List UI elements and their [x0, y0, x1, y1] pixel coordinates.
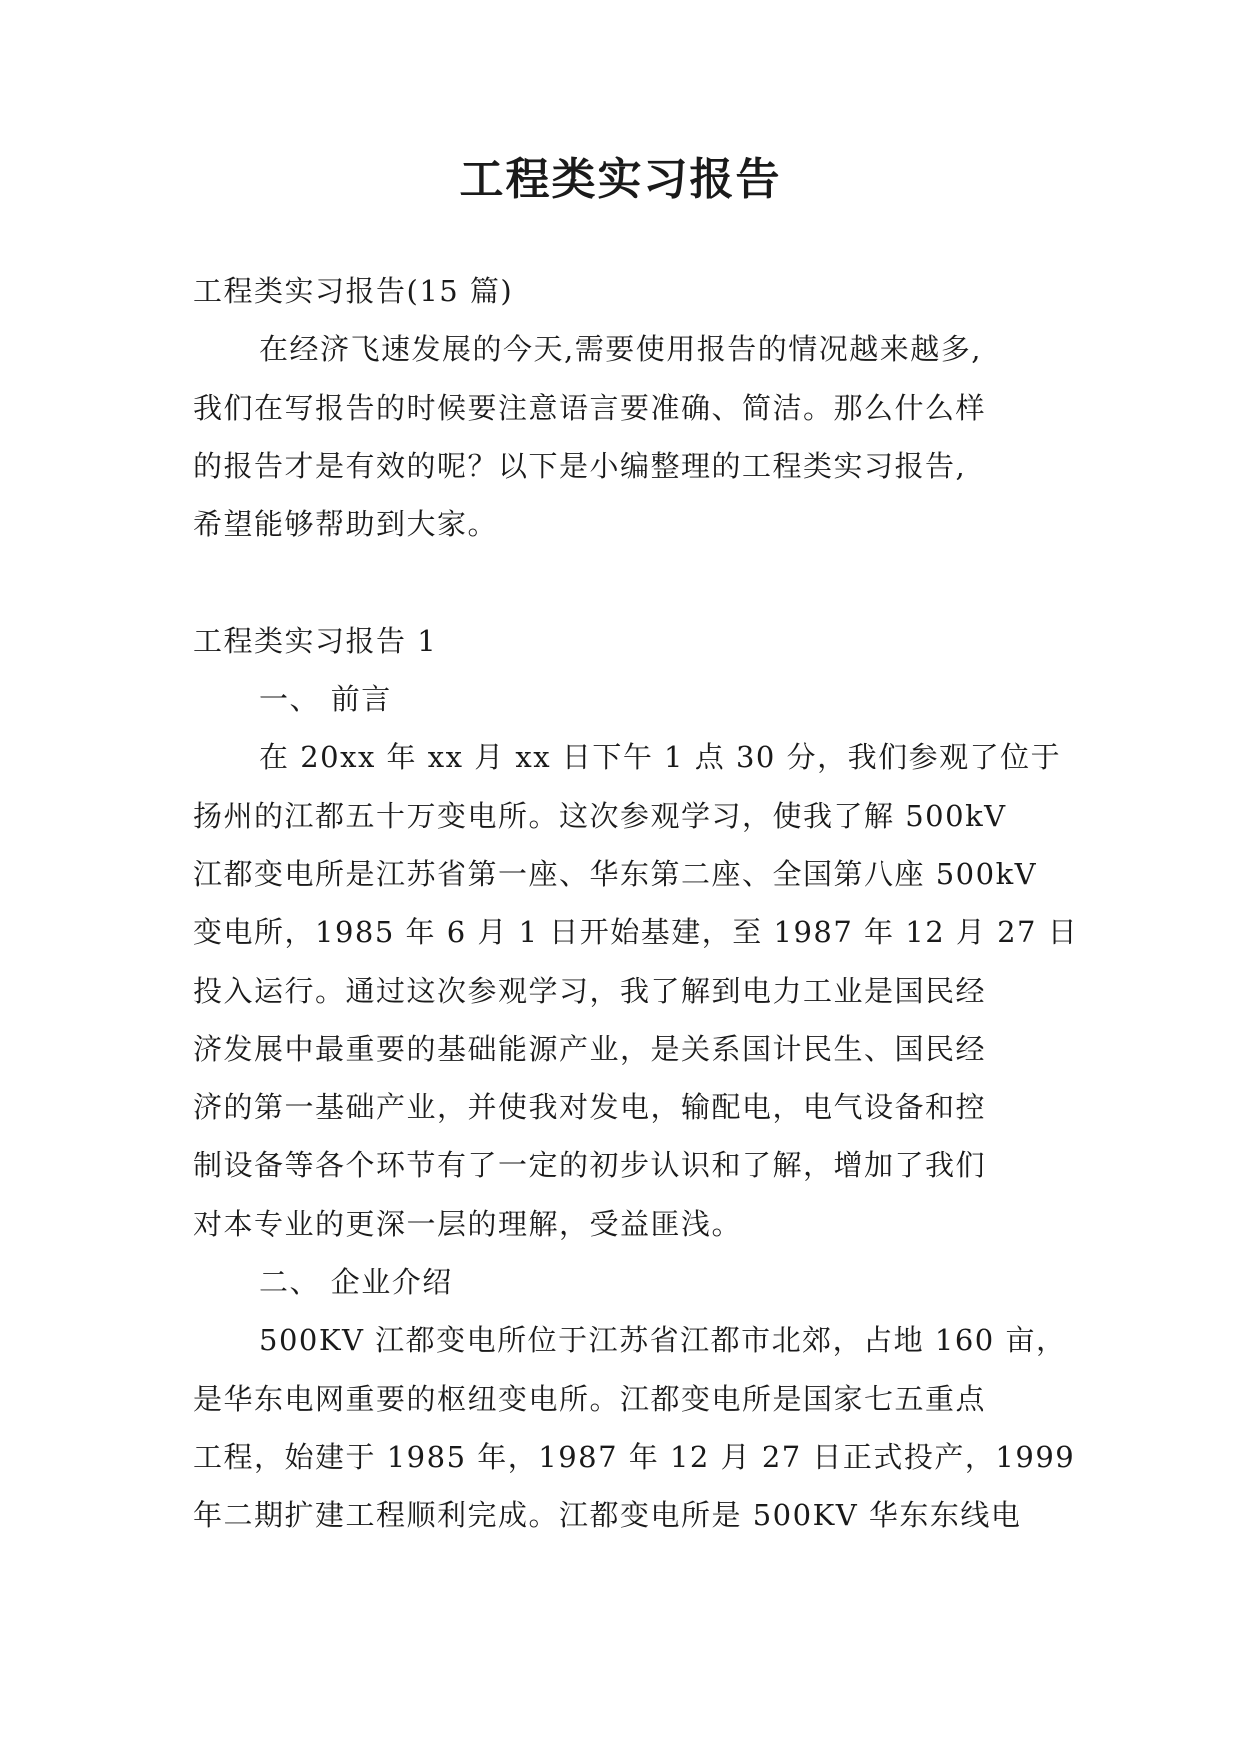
paragraph-line: 扬州的江都五十万变电所。这次参观学习，使我了解 500kV — [193, 798, 1007, 833]
section-heading-foreword: 一、 前言 — [259, 682, 392, 717]
company-paragraph — [193, 1311, 1076, 1544]
paragraph-line: 投入运行。通过这次参观学习，我了解到电力工业是国民经 — [193, 973, 987, 1008]
document-subtitle: 工程类实习报告(15 篇) — [193, 274, 514, 308]
paragraph-line: 500KV 江都变电所位于江苏省江都市北郊，占地 160 亩， — [259, 1323, 1067, 1358]
document-title: 工程类实习报告 — [459, 154, 782, 205]
paragraph-line: 的报告才是有效的呢？以下是小编整理的工程类实习报告, — [193, 448, 967, 483]
paragraph-line: 我们在写报告的时候要注意语言要准确、简洁。那么什么样 — [193, 390, 987, 425]
document-body — [193, 262, 1079, 1545]
section-title: 工程类实习报告 1 — [193, 623, 438, 658]
paragraph-line: 制设备等各个环节有了一定的初步认识和了解，增加了我们 — [193, 1148, 987, 1183]
paragraph-line: 江都变电所是江苏省第一座、华东第二座、全国第八座 500kV — [193, 856, 1038, 891]
paragraph-line: 济的第一基础产业，并使我对发电，输配电，电气设备和控 — [193, 1090, 987, 1125]
paragraph-line: 在经济飞速发展的今天,需要使用报告的情况越来越多, — [259, 332, 982, 367]
paragraph-line: 对本专业的更深一层的理解，受益匪浅。 — [193, 1206, 743, 1241]
paragraph-line: 在 20xx 年 xx 月 xx 日下午 1 点 30 分，我们参观了位于 — [259, 740, 1062, 775]
foreword-paragraph — [193, 728, 1079, 1253]
intro-paragraph — [193, 320, 1061, 553]
section-heading-company: 二、 企业介绍 — [259, 1265, 453, 1300]
paragraph-line: 变电所，1985 年 6 月 1 日开始基建，至 1987 年 12 月 27 日 — [193, 915, 1079, 950]
paragraph-line: 是华东电网重要的枢纽变电所。江都变电所是国家七五重点 — [193, 1381, 987, 1416]
blank-line — [193, 553, 1061, 611]
paragraph-line: 年二期扩建工程顺利完成。江都变电所是 500KV 华东东线电 — [193, 1498, 1022, 1533]
paragraph-line: 工程，始建于 1985 年，1987 年 12 月 27 日正式投产，1999 — [193, 1439, 1076, 1474]
paragraph-line: 希望能够帮助到大家。 — [193, 507, 499, 542]
paragraph-line: 济发展中最重要的基础能源产业，是关系国计民生、国民经 — [193, 1031, 987, 1066]
